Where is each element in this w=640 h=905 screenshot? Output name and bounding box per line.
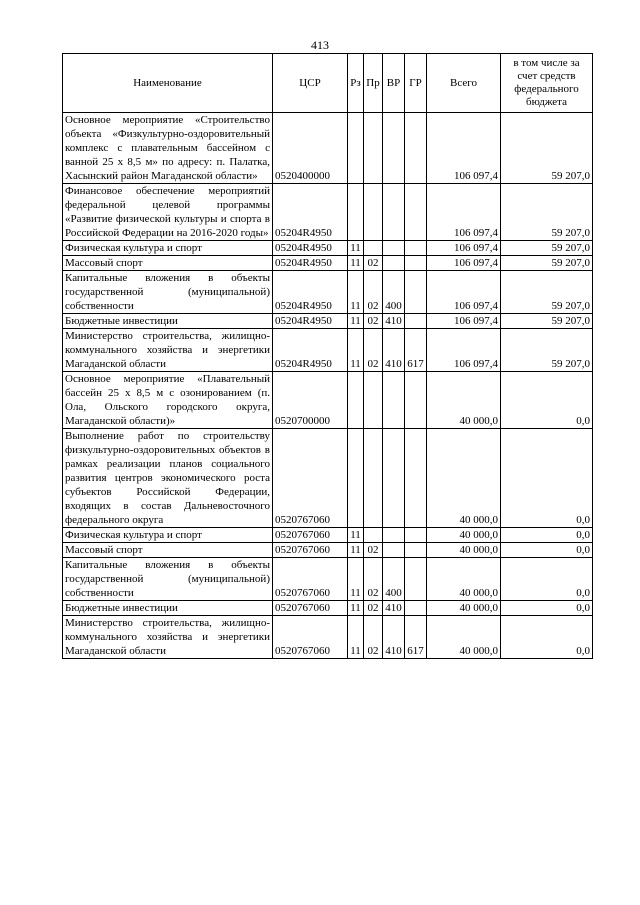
cell-pr: [364, 528, 383, 543]
cell-gr: [405, 429, 427, 528]
cell-pr: 02: [364, 601, 383, 616]
table-body: [63, 113, 593, 659]
cell-rz: 11: [348, 256, 364, 271]
cell-total: 106 097,4: [427, 329, 501, 372]
cell-csr: 0520767060: [273, 528, 348, 543]
cell-federal: 59 207,0: [501, 329, 593, 372]
cell-total: 40 000,0: [427, 528, 501, 543]
cell-vr: 410: [383, 616, 405, 659]
cell-name: Выполнение работ по строительству физкультурно-оздоровительных объектов в рамках реализации планов социального развития центров экономического роста субъектов Российской Федерации, входящих в состав Дальневосточного федерального округа: [63, 429, 273, 528]
cell-pr: 02: [364, 616, 383, 659]
cell-rz: [348, 113, 364, 184]
cell-total: 106 097,4: [427, 271, 501, 314]
cell-rz: [348, 372, 364, 429]
cell-total: 106 097,4: [427, 113, 501, 184]
cell-federal: 0,0: [501, 616, 593, 659]
cell-federal: 0,0: [501, 601, 593, 616]
cell-pr: [364, 184, 383, 241]
cell-name: Основное мероприятие «Строительство объекта «Физкультурно-оздоровительный комплекс с плавательным бассейном с ванной 25 х 8,5 м» по адресу: п. Палатка, Хасынский район Магаданской области»: [63, 113, 273, 184]
cell-name: Физическая культура и спорт: [63, 241, 273, 256]
cell-federal: 59 207,0: [501, 256, 593, 271]
cell-pr: 02: [364, 543, 383, 558]
cell-vr: [383, 543, 405, 558]
header-total: Всего: [427, 54, 501, 113]
cell-vr: [383, 429, 405, 528]
table-header-row: [63, 54, 593, 113]
table-row: [63, 113, 593, 184]
cell-total: 40 000,0: [427, 429, 501, 528]
cell-federal: 0,0: [501, 528, 593, 543]
cell-csr: 05204R4950: [273, 271, 348, 314]
cell-rz: [348, 429, 364, 528]
cell-csr: 05204R4950: [273, 241, 348, 256]
cell-total: 40 000,0: [427, 558, 501, 601]
table-row: [63, 329, 593, 372]
cell-vr: 410: [383, 601, 405, 616]
cell-gr: [405, 184, 427, 241]
cell-name: Массовый спорт: [63, 256, 273, 271]
cell-csr: 0520767060: [273, 616, 348, 659]
table-row: [63, 271, 593, 314]
cell-name: Финансовое обеспечение мероприятий федеральной целевой программы «Развитие физической культуры и спорта в Российской Федерации на 2016-2020 годы»: [63, 184, 273, 241]
header-pr: Пр: [364, 54, 383, 113]
cell-total: 40 000,0: [427, 372, 501, 429]
table-row: [63, 543, 593, 558]
cell-total: 40 000,0: [427, 543, 501, 558]
header-federal: в том числе за счет средств федерального бюджета: [501, 54, 593, 113]
cell-total: 106 097,4: [427, 184, 501, 241]
cell-rz: 11: [348, 329, 364, 372]
cell-federal: 0,0: [501, 429, 593, 528]
cell-vr: [383, 256, 405, 271]
cell-rz: 11: [348, 601, 364, 616]
cell-rz: 11: [348, 241, 364, 256]
cell-total: 106 097,4: [427, 314, 501, 329]
table-row: [63, 558, 593, 601]
cell-rz: 11: [348, 616, 364, 659]
cell-total: 40 000,0: [427, 601, 501, 616]
cell-csr: 0520767060: [273, 429, 348, 528]
cell-vr: [383, 184, 405, 241]
cell-vr: [383, 372, 405, 429]
cell-total: 106 097,4: [427, 241, 501, 256]
table-row: [63, 314, 593, 329]
cell-federal: 0,0: [501, 543, 593, 558]
cell-vr: [383, 113, 405, 184]
cell-name: Министерство строительства, жилищно-коммунального хозяйства и энергетики Магаданской области: [63, 616, 273, 659]
header-csr: ЦСР: [273, 54, 348, 113]
cell-gr: [405, 543, 427, 558]
cell-gr: [405, 528, 427, 543]
cell-pr: 02: [364, 271, 383, 314]
cell-federal: 59 207,0: [501, 184, 593, 241]
cell-federal: 0,0: [501, 372, 593, 429]
cell-gr: [405, 558, 427, 601]
cell-csr: 0520767060: [273, 601, 348, 616]
cell-rz: 11: [348, 528, 364, 543]
cell-csr: 0520700000: [273, 372, 348, 429]
cell-rz: [348, 184, 364, 241]
cell-gr: [405, 256, 427, 271]
cell-pr: [364, 113, 383, 184]
cell-pr: 02: [364, 329, 383, 372]
cell-csr: 05204R4950: [273, 314, 348, 329]
header-vr: ВР: [383, 54, 405, 113]
page-number: 413: [311, 38, 329, 52]
cell-federal: 59 207,0: [501, 271, 593, 314]
table-row: [63, 372, 593, 429]
table-row: [63, 241, 593, 256]
cell-csr: 05204R4950: [273, 256, 348, 271]
table-row: [63, 616, 593, 659]
cell-gr: [405, 601, 427, 616]
cell-total: 40 000,0: [427, 616, 501, 659]
cell-pr: [364, 429, 383, 528]
cell-name: Основное мероприятие «Плавательный бассейн 25 х 8,5 м с озонированием (п. Ола, Ольского городского округа, Магаданской области)»: [63, 372, 273, 429]
cell-gr: [405, 271, 427, 314]
cell-name: Капитальные вложения в объекты государственной (муниципальной) собственности: [63, 271, 273, 314]
cell-gr: [405, 241, 427, 256]
cell-name: Массовый спорт: [63, 543, 273, 558]
budget-table: [62, 53, 593, 659]
cell-csr: 05204R4950: [273, 329, 348, 372]
header-gr: ГР: [405, 54, 427, 113]
cell-rz: 11: [348, 543, 364, 558]
cell-federal: 0,0: [501, 558, 593, 601]
table-row: [63, 601, 593, 616]
cell-federal: 59 207,0: [501, 314, 593, 329]
cell-csr: 0520767060: [273, 558, 348, 601]
cell-rz: 11: [348, 271, 364, 314]
table-row: [63, 256, 593, 271]
header-rz: Рз: [348, 54, 364, 113]
cell-pr: 02: [364, 256, 383, 271]
cell-federal: 59 207,0: [501, 113, 593, 184]
cell-vr: 410: [383, 329, 405, 372]
cell-vr: [383, 241, 405, 256]
cell-gr: [405, 314, 427, 329]
cell-gr: [405, 372, 427, 429]
cell-vr: 400: [383, 271, 405, 314]
cell-pr: 02: [364, 314, 383, 329]
header-name: Наименование: [63, 54, 273, 113]
cell-csr: 05204R4950: [273, 184, 348, 241]
cell-pr: [364, 372, 383, 429]
cell-gr: 617: [405, 329, 427, 372]
table-row: [63, 429, 593, 528]
table-row: [63, 184, 593, 241]
cell-federal: 59 207,0: [501, 241, 593, 256]
cell-total: 106 097,4: [427, 256, 501, 271]
cell-name: Министерство строительства, жилищно-коммунального хозяйства и энергетики Магаданской области: [63, 329, 273, 372]
cell-rz: 11: [348, 314, 364, 329]
cell-vr: 410: [383, 314, 405, 329]
cell-csr: 0520400000: [273, 113, 348, 184]
cell-name: Бюджетные инвестиции: [63, 601, 273, 616]
cell-rz: 11: [348, 558, 364, 601]
cell-name: Физическая культура и спорт: [63, 528, 273, 543]
cell-csr: 0520767060: [273, 543, 348, 558]
cell-name: Бюджетные инвестиции: [63, 314, 273, 329]
cell-gr: [405, 113, 427, 184]
cell-gr: 617: [405, 616, 427, 659]
cell-pr: [364, 241, 383, 256]
cell-pr: 02: [364, 558, 383, 601]
cell-vr: 400: [383, 558, 405, 601]
table-row: [63, 528, 593, 543]
cell-name: Капитальные вложения в объекты государственной (муниципальной) собственности: [63, 558, 273, 601]
cell-vr: [383, 528, 405, 543]
